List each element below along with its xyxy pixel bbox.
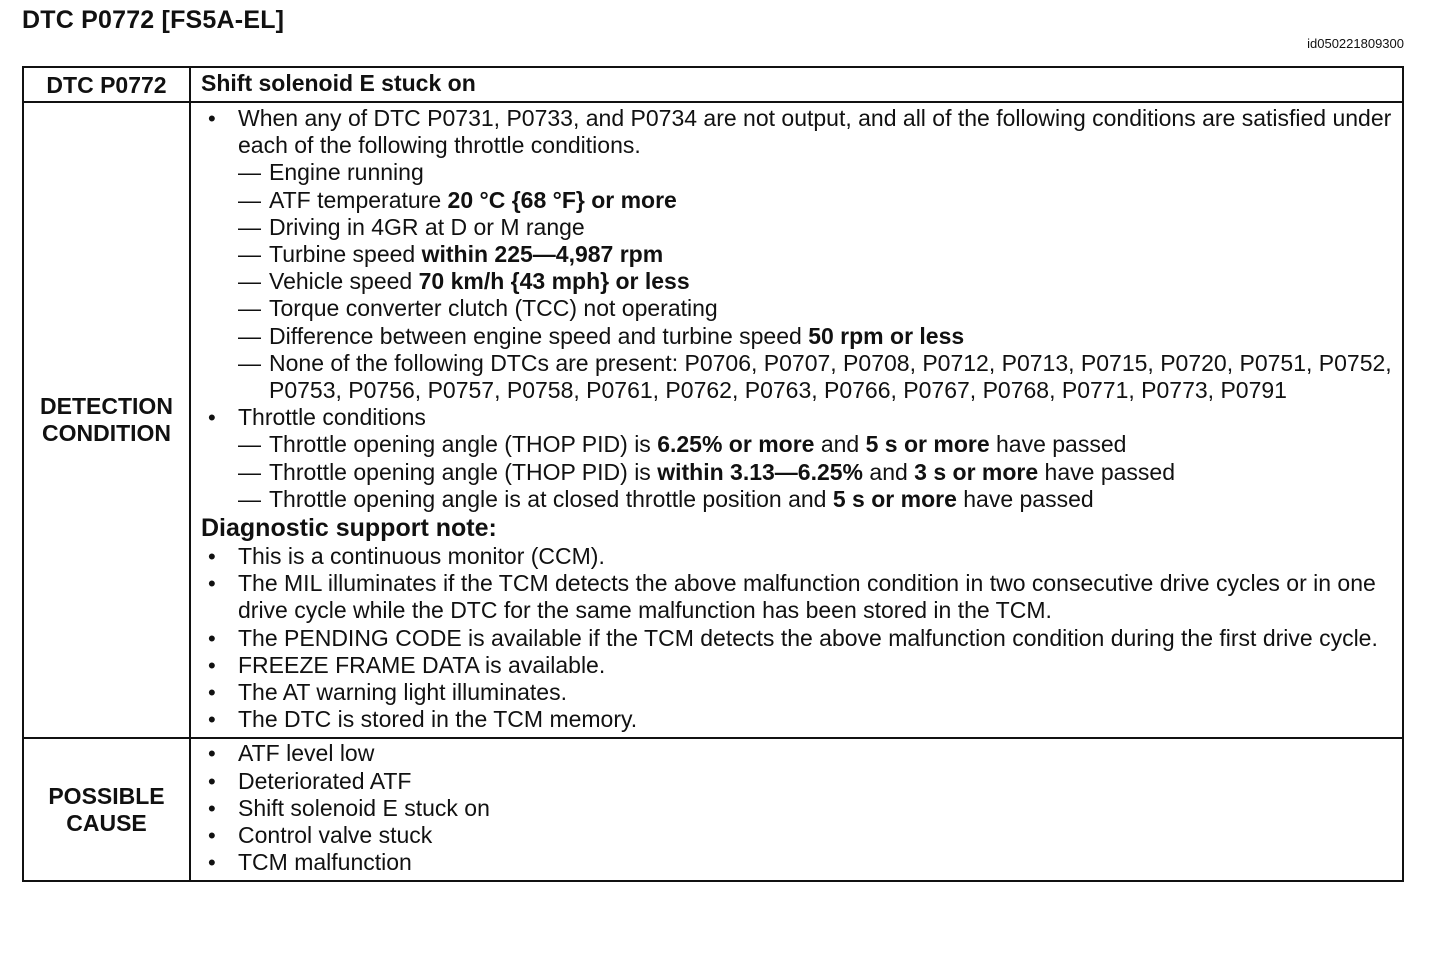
note-item: • This is a continuous monitor (CCM). bbox=[201, 543, 1392, 570]
cause-item: • Shift solenoid E stuck on bbox=[201, 795, 1392, 822]
dtc-description-cell: Shift solenoid E stuck on bbox=[190, 67, 1403, 102]
possible-cause-label-line1: POSSIBLE bbox=[48, 782, 165, 809]
condition-item: — None of the following DTCs are present: P0706, P0707, P0708, P0712, P0713, P0715, P0720, P0751, P0752, P0753, P0756, P0757, P0758, P0761, P0762, P0763, P0766, P0767, P0768, P0771, P0773, P0791 bbox=[238, 349, 1392, 404]
possible-cause-content bbox=[190, 738, 1403, 881]
cause-item: • Control valve stuck bbox=[201, 822, 1392, 849]
detection-label-line1: DETECTION bbox=[40, 393, 173, 420]
note-item: • The PENDING CODE is available if the TCM detects the above malfunction condition during the first drive cycle. bbox=[201, 625, 1392, 652]
note-item: • The DTC is stored in the TCM memory. bbox=[201, 706, 1392, 733]
condition-item: — Difference between engine speed and turbine speed 50 rpm or less bbox=[238, 322, 965, 349]
throttle-item: — Throttle opening angle (THOP PID) is within 3.13—6.25% and 3 s or more have passed bbox=[238, 458, 1175, 485]
detection-condition-label bbox=[23, 102, 190, 738]
condition-item: — Driving in 4GR at D or M range bbox=[238, 213, 585, 240]
condition-item: — Torque converter clutch (TCC) not operating bbox=[238, 295, 718, 322]
dtc-table bbox=[22, 66, 1404, 882]
detection-intro: When any of DTC P0731, P0733, and P0734 are not output, and all of the following conditions are satisfied under each of the following throttle conditions. bbox=[238, 105, 1392, 159]
condition-item: — ATF temperature 20 °C {68 °F} or more bbox=[238, 186, 677, 213]
note-item: • The MIL illuminates if the TCM detects the above malfunction condition in two consecutive drive cycles or in one drive cycle while the DTC for the same malfunction has been stored in the TCM. bbox=[201, 570, 1392, 624]
possible-cause-label-line2: CAUSE bbox=[66, 809, 147, 836]
dtc-code-cell: DTC P0772 bbox=[23, 67, 190, 102]
detection-condition-row bbox=[23, 102, 1403, 738]
note-item: • The AT warning light illuminates. bbox=[201, 679, 1392, 706]
detection-condition-content bbox=[190, 102, 1403, 738]
cause-item: • ATF level low bbox=[201, 740, 1392, 767]
note-item: • FREEZE FRAME DATA is available. bbox=[201, 652, 1392, 679]
condition-item: — Turbine speed within 225—4,987 rpm bbox=[238, 241, 664, 268]
possible-cause-label bbox=[23, 738, 190, 881]
cause-item: • Deteriorated ATF bbox=[201, 768, 1392, 795]
diagnostic-note-heading: Diagnostic support note: bbox=[201, 514, 497, 543]
throttle-heading: Throttle conditions bbox=[238, 404, 426, 431]
condition-item: — Engine running bbox=[238, 159, 424, 186]
condition-item: — Vehicle speed 70 km/h {43 mph} or less bbox=[238, 268, 690, 295]
list-item bbox=[201, 404, 1392, 513]
possible-cause-row bbox=[23, 738, 1403, 881]
detection-label-line2: CONDITION bbox=[41, 420, 172, 447]
throttle-item: — Throttle opening angle (THOP PID) is 6.25% or more and 5 s or more have passed bbox=[238, 431, 1127, 458]
page-title: DTC P0772 [FS5A-EL] bbox=[22, 6, 285, 34]
throttle-item: — Throttle opening angle is at closed throttle position and 5 s or more have passed bbox=[238, 485, 1094, 512]
cause-item: • TCM malfunction bbox=[201, 849, 1392, 876]
table-header-row bbox=[23, 67, 1403, 102]
list-item bbox=[201, 105, 1392, 404]
image-id: id050221809300 bbox=[1307, 36, 1404, 51]
